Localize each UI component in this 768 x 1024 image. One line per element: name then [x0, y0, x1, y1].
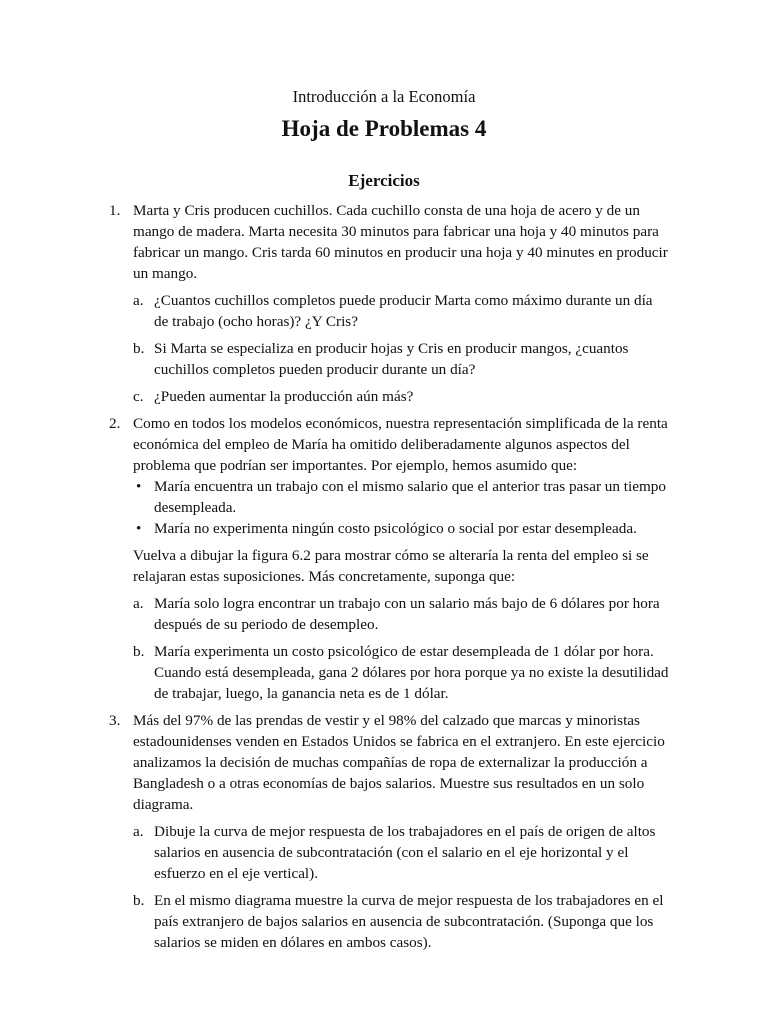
problem-subitems: [133, 593, 669, 704]
problem-2: [109, 413, 669, 704]
subitem-label: a.: [133, 595, 144, 612]
subitem-text: María experimenta un costo psicológico de estar desempleada de 1 dólar por hora. Cuando está desempleada, gana 2 dólares por hora porque ya no existe la desutilidad de trabajar, luego, la ganancia neta es de 1 dólar.: [154, 643, 669, 702]
problem-number: 2.: [109, 415, 121, 432]
problem-subitems: [133, 821, 669, 953]
problem-subitems: [133, 290, 669, 407]
assumption-item: [133, 476, 669, 518]
subitem-b: [133, 641, 669, 704]
problem-statement: Marta y Cris producen cuchillos. Cada cuchillo consta de una hoja de acero y de un mango de madera. Marta necesita 30 minutos para fabricar una hoja y 40 minutos para fabricar un mango. Cris tarda 60 minutos en producir una hoja y 40 minutes en producir un mango.: [133, 202, 668, 282]
problem-statement: Como en todos los modelos económicos, nuestra representación simplificada de la renta económica del empleo de María ha omitido deliberadamente algunos aspectos del problema que podrían ser importantes. Por ejemplo, hemos asumido que:: [133, 415, 668, 474]
subitem-label: b.: [133, 892, 145, 909]
subitem-label: b.: [133, 340, 145, 357]
problem-number: 1.: [109, 202, 121, 219]
subitem-a: [133, 290, 669, 332]
subitem-text: En el mismo diagrama muestre la curva de mejor respuesta de los trabajadores en el país extranjero de bajos salarios en ausencia de subcontratación. (Suponga que los salarios se miden en dólares en ambos casos).: [154, 892, 664, 951]
subitem-label: c.: [133, 388, 144, 405]
section-title: Ejercicios: [348, 171, 420, 190]
subitem-text: María solo logra encontrar un trabajo con un salario más bajo de 6 dólares por hora después de su periodo de desempleo.: [154, 595, 660, 633]
subitem-label: b.: [133, 643, 145, 660]
assumption-text: María no experimenta ningún costo psicológico o social por estar desempleada.: [154, 520, 637, 537]
subitem-b: [133, 890, 669, 953]
subitem-text: Si Marta se especializa en producir hojas y Cris en producir mangos, ¿cuantos cuchillos completos pueden producir durante un día?: [154, 340, 629, 378]
bullet-icon: •: [136, 520, 142, 537]
problem-number: 3.: [109, 712, 121, 729]
assumption-item: [133, 518, 669, 539]
problem-3: [109, 710, 669, 953]
subitem-text: ¿Pueden aumentar la producción aún más?: [154, 388, 414, 405]
subitem-b: [133, 338, 669, 380]
problem-list: [109, 200, 669, 959]
subitem-label: a.: [133, 292, 144, 309]
subitem-text: ¿Cuantos cuchillos completos puede producir Marta como máximo durante un día de trabajo (ocho horas)? ¿Y Cris?: [154, 292, 653, 330]
course-name: Introducción a la Economía: [292, 87, 476, 106]
assumption-text: María encuentra un trabajo con el mismo salario que el anterior tras pasar un tiempo desempleada.: [154, 478, 666, 516]
problem-paragraph: Vuelva a dibujar la figura 6.2 para mostrar cómo se alteraría la renta del empleo si se relajaran estas suposiciones. Más concretamente, suponga que:: [133, 547, 649, 585]
sheet-title: Hoja de Problemas 4: [281, 116, 487, 141]
bullet-icon: •: [136, 478, 142, 495]
problem-1: [109, 200, 669, 407]
subitem-c: [133, 386, 669, 407]
assumption-list: [133, 476, 669, 539]
subitem-a: [133, 593, 669, 635]
problem-statement: Más del 97% de las prendas de vestir y el 98% del calzado que marcas y minoristas estadounidenses venden en Estados Unidos se fabrica en el extranjero. En este ejercicio analizamos la decisión de muchas compañías de ropa de externalizar la producción a Bangladesh o a otras economías de bajos salarios. Muestre sus resultados en un solo diagrama.: [133, 712, 665, 813]
subitem-text: Dibuje la curva de mejor respuesta de los trabajadores en el país de origen de altos salarios en ausencia de subcontratación (con el salario en el eje horizontal y el esfuerzo en el eje vertical).: [154, 823, 656, 882]
subitem-label: a.: [133, 823, 144, 840]
subitem-a: [133, 821, 669, 884]
